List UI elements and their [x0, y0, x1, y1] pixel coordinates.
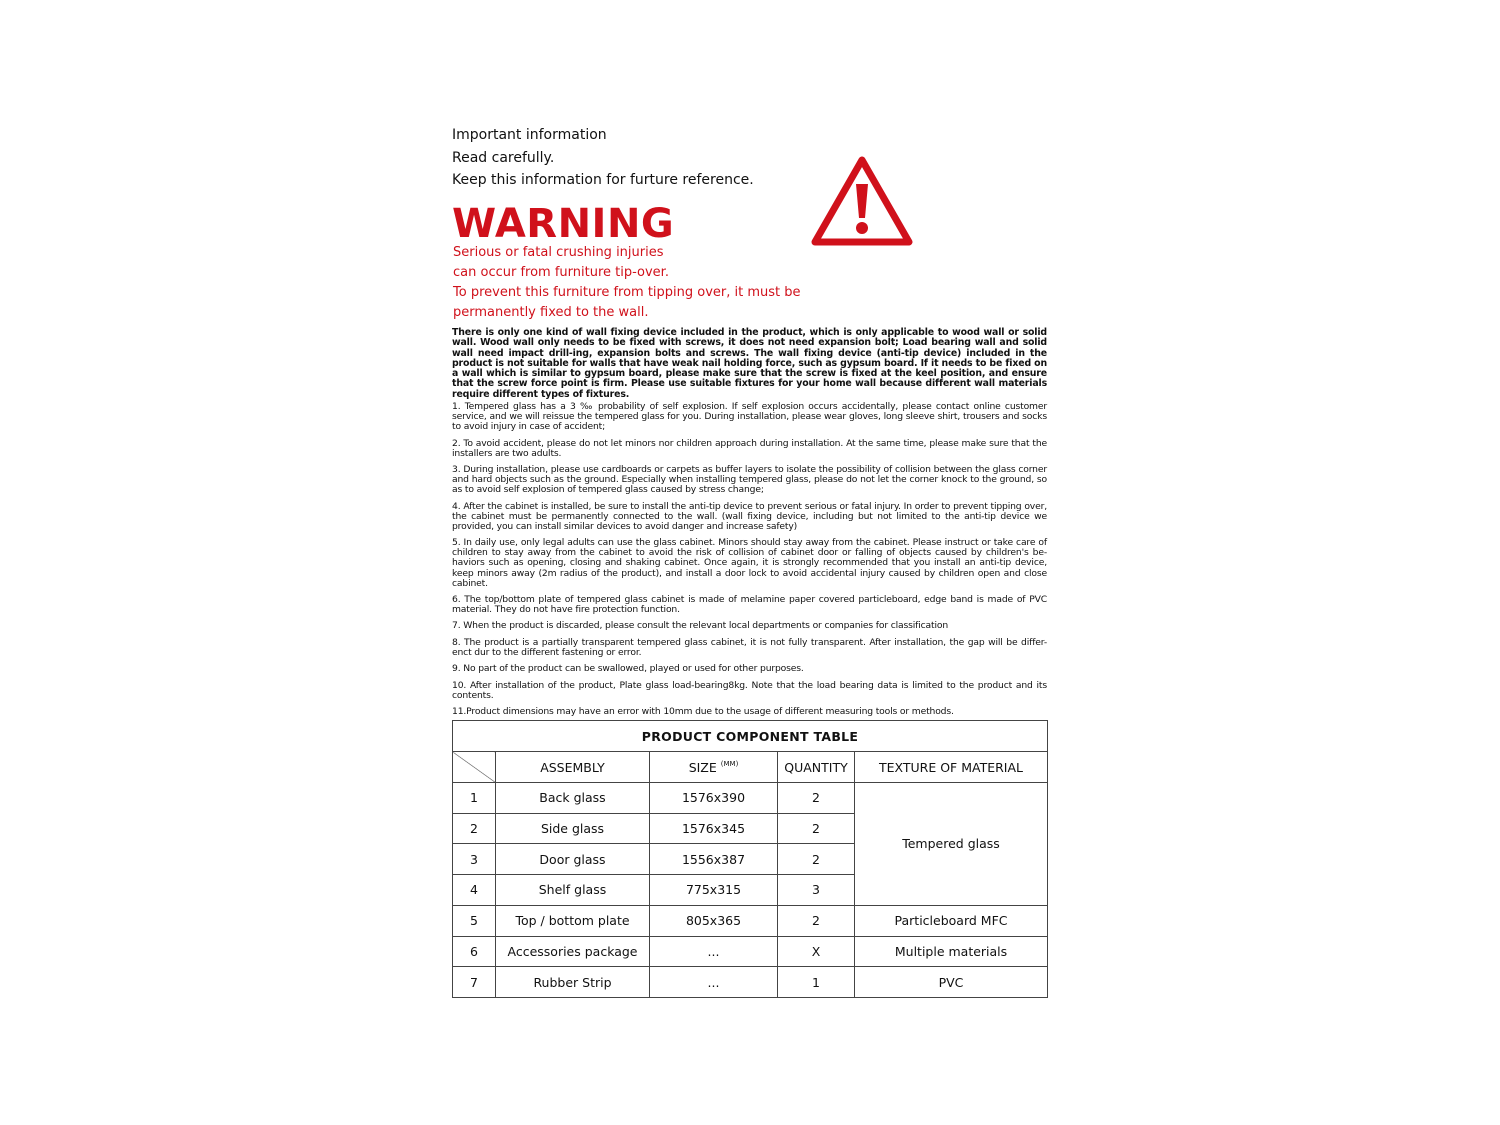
warning-line: Serious or fatal crushing injuries: [453, 245, 664, 260]
list-item: 9. No part of the product can be swallowed, played or used for other purposes.: [452, 663, 804, 675]
intro-line: Keep this information for furture reference.: [452, 172, 754, 188]
row-number: 5: [453, 905, 496, 936]
intro-block: [452, 124, 1048, 192]
row-texture: Multiple materials: [855, 936, 1048, 967]
row-texture-merged: Tempered glass: [855, 783, 1048, 906]
table-row: [453, 936, 1048, 967]
row-assembly: Back glass: [496, 783, 650, 814]
table-row: [453, 905, 1048, 936]
list-item: 8. The product is a partially transparent tempered glass cabinet, it is not fully transparent. After installation, the gap will be differ-enct dur to the different fastening or error.: [452, 636, 1047, 658]
header-assembly: ASSEMBLY: [496, 752, 650, 783]
row-assembly: Side glass: [496, 813, 650, 844]
list-item: 10. After installation of the product, Plate glass load-bearing8kg. Note that the load bearing data is limited to the product and its contents.: [452, 679, 1047, 701]
row-quantity: X: [778, 936, 855, 967]
row-size: 805x365: [650, 905, 778, 936]
row-number: 6: [453, 936, 496, 967]
table-title: PRODUCT COMPONENT TABLE: [453, 721, 1048, 752]
row-number: 1: [453, 783, 496, 814]
header-size-label: SIZE: [688, 759, 717, 775]
wall-fixing-notice: There is only one kind of wall fixing device included in the product, which is only applicable to wood wall or solid wall. Wood wall only needs to be fixed with screws, it does not need expansion bolt; Load bearing wall and solid wall need impact drill-ing, expansion bolts and screws. The wall fixing device (anti-tip device) included in the product is not suitable for walls that have weak nail holding force, such as gypsum board. If it needs to be fixed on a wall which is similar to gypsum board, please make sure that the screw is fixed at the keel position, and ensure that the screw force point is firm. Please use suitable fixtures for your home wall because different wall materials require different types of fixtures.: [452, 327, 1047, 400]
row-assembly: Accessories package: [496, 936, 650, 967]
warning-title: WARNING: [452, 201, 675, 247]
warning-triangle-icon: [810, 154, 914, 250]
row-size: 1556x387: [650, 844, 778, 875]
row-quantity: 1: [778, 967, 855, 998]
row-size: ...: [650, 936, 778, 967]
list-item: 3. During installation, please use cardboards or carpets as buffer layers to isolate the possibility of collision between the glass corner and hard objects such as the ground. Especially when installing tempered glass, please do not let the corner knock to the ground, so as to avoid self explosion of tempered glass caused by stress change;: [452, 464, 1047, 496]
list-item: 2. To avoid accident, please do not let minors nor children approach during installation. At the same time, please make sure that the installers are two adults.: [452, 437, 1047, 459]
row-assembly: Door glass: [496, 844, 650, 875]
row-texture: PVC: [855, 967, 1048, 998]
table-header-row: [453, 752, 1048, 783]
row-texture: Particleboard MFC: [855, 905, 1048, 936]
list-item: 11.Product dimensions may have an error with 10mm due to the usage of different measuring tools or methods.: [452, 706, 954, 718]
list-item: 4. After the cabinet is installed, be sure to install the anti-tip device to prevent serious or fatal injury. In order to prevent tipping over, the cabinet must be permanently connected to the wall. (wall fixing device, including but not limited to the anti-tip device we provided, you can install similar devices to avoid danger and increase safety): [452, 500, 1047, 532]
warning-line: To prevent this furniture from tipping over, it must be: [453, 285, 801, 300]
row-quantity: 2: [778, 813, 855, 844]
row-assembly: Top / bottom plate: [496, 905, 650, 936]
warning-text: [453, 243, 801, 323]
document: [452, 124, 1048, 990]
list-item: 7. When the product is discarded, please consult the relevant local departments or companies for classification: [452, 620, 949, 632]
row-quantity: 3: [778, 875, 855, 906]
header-size: [650, 752, 778, 783]
product-component-table: [452, 720, 1048, 998]
row-quantity: 2: [778, 905, 855, 936]
intro-line: Read carefully.: [452, 149, 555, 166]
header-texture: TEXTURE OF MATERIAL: [855, 752, 1048, 783]
row-number: 3: [453, 844, 496, 875]
table-row: [453, 783, 1048, 814]
row-size: 1576x390: [650, 783, 778, 814]
list-item: 5. In daily use, only legal adults can use the glass cabinet. Minors should stay away from the cabinet. Please instruct or take care of children to stay away from the cabinet to avoid the risk of collision of cabinet door or falling of objects caused by children's be-haviors such as opening, closing and shaking cabinet. Once again, it is strongly recommended that you install an anti-tip device, keep minors away (2m radius of the product), and install a door lock to avoid accidental injury caused by children open and close cabinet.: [452, 537, 1047, 589]
warning-line: permanently fixed to the wall.: [453, 305, 649, 320]
intro-line: Important information: [452, 127, 607, 143]
row-size: ...: [650, 967, 778, 998]
row-size: 1576x345: [650, 813, 778, 844]
row-quantity: 2: [778, 783, 855, 814]
table-row: [453, 967, 1048, 998]
row-assembly: Shelf glass: [496, 875, 650, 906]
row-assembly: Rubber Strip: [496, 967, 650, 998]
row-size: 775x315: [650, 875, 778, 906]
header-quantity: QUANTITY: [778, 752, 855, 783]
list-item: 1. Tempered glass has a 3 ‰ probability of self explosion. If self explosion occurs accidentally, please contact online customer service, and we will reissue the tempered glass for you. During installation, please wear gloves, long sleeve shirt, trousers and socks to avoid injury in case of accident;: [452, 401, 1047, 433]
header-size-unit: (MM): [720, 759, 739, 768]
warning-line: can occur from furniture tip-over.: [453, 265, 669, 280]
row-number: 2: [453, 813, 496, 844]
safety-items-list: [452, 402, 1047, 724]
table-title-row: [453, 721, 1048, 752]
row-number: 7: [453, 967, 496, 998]
row-number: 4: [453, 875, 496, 906]
list-item: 6. The top/bottom plate of tempered glass cabinet is made of melamine paper covered particleboard, edge band is made of PVC material. They do not have fire protection function.: [452, 593, 1047, 616]
row-quantity: 2: [778, 844, 855, 875]
diagonal-header-cell: [453, 752, 496, 783]
